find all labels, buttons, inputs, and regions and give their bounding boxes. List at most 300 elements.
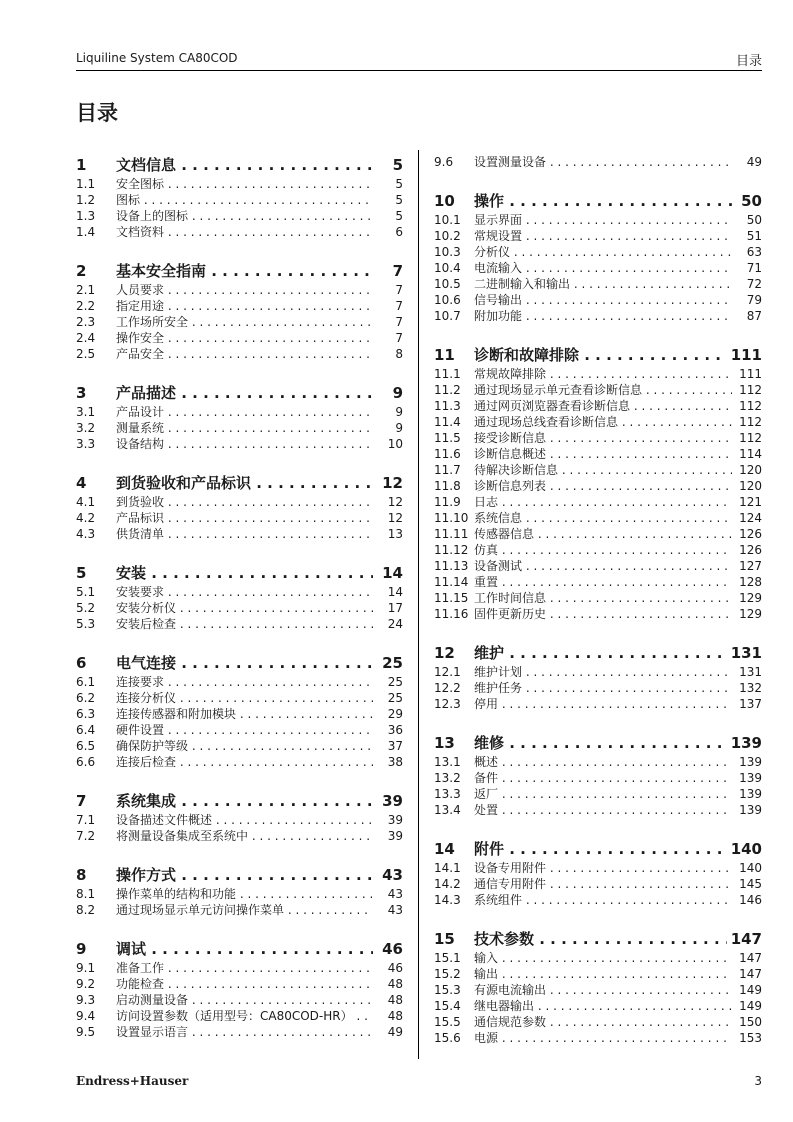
- toc-page-number: 7: [389, 260, 403, 282]
- toc-number: 11.13: [434, 559, 469, 573]
- toc-number: 11.3: [434, 399, 461, 413]
- toc-section-row[interactable]: [76, 652, 403, 674]
- toc-page-number: 51: [743, 228, 762, 244]
- toc-page-number: 121: [735, 494, 762, 510]
- toc-number: 14: [434, 840, 455, 858]
- footer-brand: Endress+Hauser: [76, 1074, 189, 1088]
- toc-entry-row[interactable]: [76, 224, 403, 240]
- toc-number: 1.4: [76, 225, 96, 239]
- toc-number: 1: [76, 156, 87, 174]
- toc-label: 操作方式 . . .: [116, 864, 373, 886]
- toc-entry-row[interactable]: [76, 346, 403, 362]
- toc-entry-row[interactable]: [76, 494, 403, 510]
- toc-label: 分析仪 . . .: [474, 244, 732, 260]
- toc-number: 9.3: [76, 993, 96, 1007]
- toc-number: 3.1: [76, 405, 96, 419]
- toc-entry-row[interactable]: [434, 494, 762, 510]
- toc-label: 常规故障排除 . . .: [474, 366, 732, 382]
- toc-label: 输入 . . .: [474, 950, 732, 966]
- toc-number: 11.10: [434, 511, 469, 525]
- toc-label: 文档资料 . . .: [116, 224, 373, 240]
- toc-number: 6.3: [76, 707, 96, 721]
- toc-entry-row[interactable]: [434, 606, 762, 622]
- toc-entry-row[interactable]: [434, 244, 762, 260]
- toc-section-row[interactable]: [76, 562, 403, 584]
- toc-number: 6.5: [76, 739, 96, 753]
- toc-page-number: 153: [735, 1030, 762, 1046]
- toc-page-number: 6: [391, 224, 403, 240]
- toc-label: 产品安全 . . .: [116, 346, 373, 362]
- toc-number: 4.2: [76, 511, 96, 525]
- toc-entry-row[interactable]: [434, 212, 762, 228]
- toc-number: 15.2: [434, 967, 461, 981]
- toc-page-number: 7: [391, 298, 403, 314]
- toc-entry-row[interactable]: [434, 876, 762, 892]
- toc-section-row[interactable]: [434, 732, 762, 754]
- toc-label: 维护 . . .: [474, 642, 732, 664]
- toc-entry-row[interactable]: [434, 462, 762, 478]
- toc-entry-row[interactable]: [76, 738, 403, 754]
- toc-number: 4.1: [76, 495, 96, 509]
- toc-entry-row[interactable]: [434, 510, 762, 526]
- toc-page-number: 29: [384, 706, 403, 722]
- toc-page-number: 140: [727, 838, 762, 860]
- toc-page-number: 43: [384, 902, 403, 918]
- toc-label: 仿真 . . .: [474, 542, 732, 558]
- toc-number: 5.1: [76, 585, 96, 599]
- toc-entry-row[interactable]: [76, 960, 403, 976]
- toc-label: 附件 . . .: [474, 838, 732, 860]
- toc-number: 15.6: [434, 1031, 461, 1045]
- toc-entry-row[interactable]: [434, 1030, 762, 1046]
- toc-label: 传感器信息 . . .: [474, 526, 732, 542]
- toc-page-number: 50: [737, 190, 762, 212]
- toc-entry-row[interactable]: [434, 292, 762, 308]
- toc-entry-row[interactable]: [76, 436, 403, 452]
- toc-number: 5.3: [76, 617, 96, 631]
- toc-page-number: 71: [743, 260, 762, 276]
- toc-entry-row[interactable]: [434, 786, 762, 802]
- toc-page-number: 129: [735, 606, 762, 622]
- toc-page-number: 111: [727, 344, 762, 366]
- toc-label: 操作安全 . . .: [116, 330, 373, 346]
- toc-label: 设备描述文件概述 . . .: [116, 812, 373, 828]
- toc-label: 基本安全指南 . . .: [116, 260, 373, 282]
- toc-entry-row[interactable]: [434, 542, 762, 558]
- toc-page-number: 111: [735, 366, 762, 382]
- toc-entry-row[interactable]: [434, 260, 762, 276]
- toc-page-number: 5: [391, 176, 403, 192]
- toc-entry-row[interactable]: [76, 314, 403, 330]
- toc-section-row[interactable]: [76, 790, 403, 812]
- toc-entry-row[interactable]: [434, 770, 762, 786]
- toc-entry-row[interactable]: [434, 446, 762, 462]
- toc-page-number: 12: [378, 472, 403, 494]
- toc-entry-row[interactable]: [76, 706, 403, 722]
- toc-page-number: 72: [743, 276, 762, 292]
- toc-section-row[interactable]: [434, 344, 762, 366]
- toc-label: 附加功能 . . .: [474, 308, 732, 324]
- toc-page-number: 13: [384, 526, 403, 542]
- toc-number: 13.3: [434, 787, 461, 801]
- toc-entry-row[interactable]: [76, 674, 403, 690]
- toc-number: 11: [434, 346, 455, 364]
- toc-page-number: 112: [735, 414, 762, 430]
- toc-entry-row[interactable]: [76, 976, 403, 992]
- toc-label: 工作时间信息 . . .: [474, 590, 732, 606]
- toc-number: 10.7: [434, 309, 461, 323]
- toc-entry-row[interactable]: [76, 812, 403, 828]
- toc-page-number: 131: [735, 664, 762, 680]
- toc-section-row[interactable]: [76, 382, 403, 404]
- toc-number: 7.2: [76, 829, 96, 843]
- toc-entry-row[interactable]: [434, 982, 762, 998]
- toc-label: 诊断信息列表 . . .: [474, 478, 732, 494]
- toc-number: 1.2: [76, 193, 96, 207]
- toc-section-row[interactable]: [76, 154, 403, 176]
- toc-entry-row[interactable]: [434, 526, 762, 542]
- toc-label: 连接要求 . . .: [116, 674, 373, 690]
- toc-label: 设备测试 . . .: [474, 558, 732, 574]
- toc-number: 2: [76, 262, 87, 280]
- toc-entry-row[interactable]: [76, 722, 403, 738]
- toc-number: 11.11: [434, 527, 469, 541]
- toc-page-number: 127: [735, 558, 762, 574]
- toc-page-number: 5: [391, 192, 403, 208]
- toc-entry-row[interactable]: [76, 992, 403, 1008]
- toc-entry-row[interactable]: [76, 754, 403, 770]
- toc-number: 4.3: [76, 527, 96, 541]
- toc-number: 11.16: [434, 607, 469, 621]
- toc-page-number: 48: [384, 992, 403, 1008]
- toc-label: 连接分析仪 . . .: [116, 690, 373, 706]
- toc-label: 系统集成 . . .: [116, 790, 373, 812]
- toc-page-number: 8: [391, 346, 403, 362]
- toc-entry-row[interactable]: [434, 754, 762, 770]
- toc-label: 操作菜单的结构和功能 . . .: [116, 886, 373, 902]
- toc-entry-row[interactable]: [434, 414, 762, 430]
- toc-page-number: 10: [384, 436, 403, 452]
- toc-entry-row[interactable]: [76, 282, 403, 298]
- toc-label: 诊断和故障排除 . . .: [474, 344, 732, 366]
- toc-label: 系统信息 . . .: [474, 510, 732, 526]
- toc-section-row[interactable]: [434, 928, 762, 950]
- toc-page-number: 139: [727, 732, 762, 754]
- toc-page-number: 126: [735, 526, 762, 542]
- toc-number: 11.8: [434, 479, 461, 493]
- toc-entry-row[interactable]: [76, 902, 403, 918]
- toc-label: 待解决诊断信息 . . .: [474, 462, 732, 478]
- toc-label: 调试 . . .: [116, 938, 373, 960]
- toc-label: 常规设置 . . .: [474, 228, 732, 244]
- toc-page-number: 25: [378, 652, 403, 674]
- toc-entry-row[interactable]: [76, 298, 403, 314]
- toc-number: 15: [434, 930, 455, 948]
- toc-number: 13.2: [434, 771, 461, 785]
- toc-number: 13.1: [434, 755, 461, 769]
- toc-number: 15.1: [434, 951, 461, 965]
- toc-number: 14.3: [434, 893, 461, 907]
- toc-page-number: 39: [384, 828, 403, 844]
- toc-entry-row[interactable]: [434, 430, 762, 446]
- toc-entry-row[interactable]: [434, 398, 762, 414]
- toc-number: 11.12: [434, 543, 469, 557]
- toc-number: 6.1: [76, 675, 96, 689]
- toc-label: 功能检查 . . .: [116, 976, 373, 992]
- toc-entry-row[interactable]: [76, 690, 403, 706]
- toc-page-number: 139: [735, 786, 762, 802]
- toc-page-number: 147: [727, 928, 762, 950]
- toc-label: 图标 . . .: [116, 192, 373, 208]
- toc-label: 连接传感器和附加模块 . . .: [116, 706, 373, 722]
- toc-section-row[interactable]: [434, 838, 762, 860]
- toc-label: 安装后检查 . . .: [116, 616, 373, 632]
- toc-number: 3: [76, 384, 87, 402]
- toc-number: 9.6: [434, 155, 454, 169]
- toc-number: 12: [434, 644, 455, 662]
- toc-number: 10.4: [434, 261, 461, 275]
- toc-label: 通过现场显示单元访问操作菜单 . . .: [116, 902, 373, 918]
- toc-page-number: 147: [735, 950, 762, 966]
- toc-entry-row[interactable]: [76, 526, 403, 542]
- toc-entry-row[interactable]: [76, 584, 403, 600]
- toc-label: 概述 . . .: [474, 754, 732, 770]
- toc-label: 供货清单 . . .: [116, 526, 373, 542]
- toc-label: 连接后检查 . . .: [116, 754, 373, 770]
- toc-label: 固件更新历史 . . .: [474, 606, 732, 622]
- toc-page-number: 43: [384, 886, 403, 902]
- toc-page-number: 126: [735, 542, 762, 558]
- toc-number: 9.4: [76, 1009, 96, 1023]
- toc-page-number: 50: [743, 212, 762, 228]
- toc-entry-row[interactable]: [76, 404, 403, 420]
- toc-number: 11.7: [434, 463, 461, 477]
- toc-page-number: 37: [384, 738, 403, 754]
- toc-page-number: 36: [384, 722, 403, 738]
- toc-page-number: 87: [743, 308, 762, 324]
- toc-entry-row[interactable]: [76, 176, 403, 192]
- toc-label: 维护计划 . . .: [474, 664, 732, 680]
- toc-entry-row[interactable]: [76, 420, 403, 436]
- toc-entry-row[interactable]: [434, 1014, 762, 1030]
- toc-label: 安装 . . .: [116, 562, 373, 584]
- toc-label: 诊断信息概述 . . .: [474, 446, 732, 462]
- toc-entry-row[interactable]: [434, 478, 762, 494]
- toc-entry-row[interactable]: [76, 510, 403, 526]
- toc-entry-row[interactable]: [434, 802, 762, 818]
- toc-entry-row[interactable]: [434, 998, 762, 1014]
- toc-page-number: 147: [735, 966, 762, 982]
- toc-number: 9: [76, 940, 87, 958]
- toc-page-number: 112: [735, 430, 762, 446]
- toc-label: 测量系统 . . .: [116, 420, 373, 436]
- toc-entry-row[interactable]: [434, 558, 762, 574]
- toc-page-number: 112: [735, 398, 762, 414]
- toc-section-row[interactable]: [434, 190, 762, 212]
- toc-page-number: 149: [735, 998, 762, 1014]
- toc-entry-row[interactable]: [434, 154, 762, 170]
- toc-entry-row[interactable]: [434, 590, 762, 606]
- toc-label: 重置 . . .: [474, 574, 732, 590]
- toc-label: 指定用途 . . .: [116, 298, 373, 314]
- toc-label: 备件 . . .: [474, 770, 732, 786]
- toc-page-number: 63: [743, 244, 762, 260]
- toc-label: 产品标识 . . .: [116, 510, 373, 526]
- toc-entry-row[interactable]: [434, 860, 762, 876]
- toc-label: 访问设置参数（适用型号：CA80COD-HR） . . .: [116, 1008, 373, 1024]
- toc-label: 产品设计 . . .: [116, 404, 373, 420]
- toc-number: 11.6: [434, 447, 461, 461]
- toc-page-number: 12: [384, 494, 403, 510]
- toc-page-number: 120: [735, 462, 762, 478]
- toc-number: 2.4: [76, 331, 96, 345]
- toc-number: 6.2: [76, 691, 96, 705]
- toc-page-number: 49: [743, 154, 762, 170]
- toc-label: 通过网页浏览器查看诊断信息 . . .: [474, 398, 732, 414]
- toc-label: 设置测量设备 . . .: [474, 154, 732, 170]
- toc-page-number: 124: [735, 510, 762, 526]
- toc-number: 12.3: [434, 697, 461, 711]
- toc-entry-row[interactable]: [76, 600, 403, 616]
- page-header: [76, 50, 762, 71]
- toc-page-number: 43: [378, 864, 403, 886]
- toc-label: 信号输出 . . .: [474, 292, 732, 308]
- toc-label: 技术参数 . . .: [474, 928, 732, 950]
- toc-page-number: 38: [384, 754, 403, 770]
- toc-page-number: 112: [735, 382, 762, 398]
- toc-number: 8.1: [76, 887, 96, 901]
- toc-entry-row[interactable]: [76, 616, 403, 632]
- toc-page-number: 12: [384, 510, 403, 526]
- toc-label: 操作 . . .: [474, 190, 732, 212]
- toc-label: 确保防护等级 . . .: [116, 738, 373, 754]
- toc-page-number: 128: [735, 574, 762, 590]
- toc-number: 11.1: [434, 367, 461, 381]
- toc-entry-row[interactable]: [434, 308, 762, 324]
- toc-entry-row[interactable]: [434, 574, 762, 590]
- toc-page-number: 114: [735, 446, 762, 462]
- toc-section-row[interactable]: [76, 472, 403, 494]
- toc-label: 二进制输入和输出 . . .: [474, 276, 732, 292]
- toc-number: 4: [76, 474, 87, 492]
- toc-label: 电流输入 . . .: [474, 260, 732, 276]
- toc-number: 15.3: [434, 983, 461, 997]
- toc-label: 显示界面 . . .: [474, 212, 732, 228]
- column-divider: [418, 150, 419, 1059]
- toc-entry-row[interactable]: [434, 892, 762, 908]
- toc-page-number: 46: [384, 960, 403, 976]
- toc-number: 2.3: [76, 315, 96, 329]
- toc-entry-row[interactable]: [434, 966, 762, 982]
- toc-entry-row[interactable]: [434, 696, 762, 712]
- toc-number: 11.15: [434, 591, 469, 605]
- toc-section-row[interactable]: [76, 938, 403, 960]
- toc-entry-row[interactable]: [76, 886, 403, 902]
- toc-label: 硬件设置 . . .: [116, 722, 373, 738]
- toc-page-number: 9: [389, 382, 403, 404]
- toc-number: 7.1: [76, 813, 96, 827]
- toc-number: 11.14: [434, 575, 469, 589]
- toc-number: 14.2: [434, 877, 461, 891]
- toc-label: 系统组件 . . .: [474, 892, 732, 908]
- toc-entry-row[interactable]: [434, 680, 762, 696]
- toc-number: 9.5: [76, 1025, 96, 1039]
- toc-entry-row[interactable]: [434, 664, 762, 680]
- toc-number: 6.4: [76, 723, 96, 737]
- toc-label: 电源 . . .: [474, 1030, 732, 1046]
- toc-number: 12.1: [434, 665, 461, 679]
- toc-entry-row[interactable]: [434, 382, 762, 398]
- toc-number: 7: [76, 792, 87, 810]
- toc-label: 有源电流输出 . . .: [474, 982, 732, 998]
- toc-number: 11.2: [434, 383, 461, 397]
- toc-page-number: 49: [384, 1024, 403, 1040]
- toc-number: 9.2: [76, 977, 96, 991]
- toc-page-number: 7: [391, 314, 403, 330]
- toc-entry-row[interactable]: [434, 228, 762, 244]
- toc-label: 通过现场显示单元查看诊断信息 . . .: [474, 382, 732, 398]
- toc-page-number: 120: [735, 478, 762, 494]
- toc-section-row[interactable]: [434, 642, 762, 664]
- toc-section-row[interactable]: [76, 260, 403, 282]
- header-product-name: Liquiline System CA80COD: [76, 51, 238, 65]
- toc-label: 人员要求 . . .: [116, 282, 373, 298]
- toc-label: 产品描述 . . .: [116, 382, 373, 404]
- toc-section-row[interactable]: [76, 864, 403, 886]
- header-section-name: 目录: [735, 54, 762, 69]
- toc-entry-row[interactable]: [76, 208, 403, 224]
- toc-number: 15.4: [434, 999, 461, 1013]
- toc-page-number: 129: [735, 590, 762, 606]
- toc-page-number: 132: [735, 680, 762, 696]
- toc-label: 启动测量设备 . . .: [116, 992, 373, 1008]
- toc-page-number: 25: [384, 690, 403, 706]
- toc-entry-row[interactable]: [76, 192, 403, 208]
- toc-page-number: 139: [735, 754, 762, 770]
- toc-page-number: 46: [378, 938, 403, 960]
- toc-number: 11.5: [434, 431, 461, 445]
- toc-page-number: 145: [735, 876, 762, 892]
- toc-number: 10.2: [434, 229, 461, 243]
- toc-entry-row[interactable]: [76, 330, 403, 346]
- toc-page-number: 79: [743, 292, 762, 308]
- toc-entry-row[interactable]: [434, 276, 762, 292]
- toc-entry-row[interactable]: [76, 1008, 403, 1024]
- toc-label: 设置显示语言 . . .: [116, 1024, 373, 1040]
- toc-page-number: 24: [384, 616, 403, 632]
- toc-number: 10.3: [434, 245, 461, 259]
- toc-label: 维护任务 . . .: [474, 680, 732, 696]
- toc-number: 11.9: [434, 495, 461, 509]
- toc-number: 8.2: [76, 903, 96, 917]
- toc-entry-row[interactable]: [76, 828, 403, 844]
- toc-number: 1.1: [76, 177, 96, 191]
- toc-label: 继电器输出 . . .: [474, 998, 732, 1014]
- toc-label: 停用 . . .: [474, 696, 732, 712]
- toc-page-number: 7: [391, 282, 403, 298]
- toc-entry-row[interactable]: [434, 950, 762, 966]
- toc-label: 接受诊断信息 . . .: [474, 430, 732, 446]
- toc-entry-row[interactable]: [434, 366, 762, 382]
- toc-entry-row[interactable]: [76, 1024, 403, 1040]
- toc-number: 10.1: [434, 213, 461, 227]
- toc-page-number: 25: [384, 674, 403, 690]
- toc-label: 处置 . . .: [474, 802, 732, 818]
- toc-label: 电气连接 . . .: [116, 652, 373, 674]
- toc-page-number: 140: [735, 860, 762, 876]
- toc-number: 11.4: [434, 415, 461, 429]
- toc-label: 文档信息 . . .: [116, 154, 373, 176]
